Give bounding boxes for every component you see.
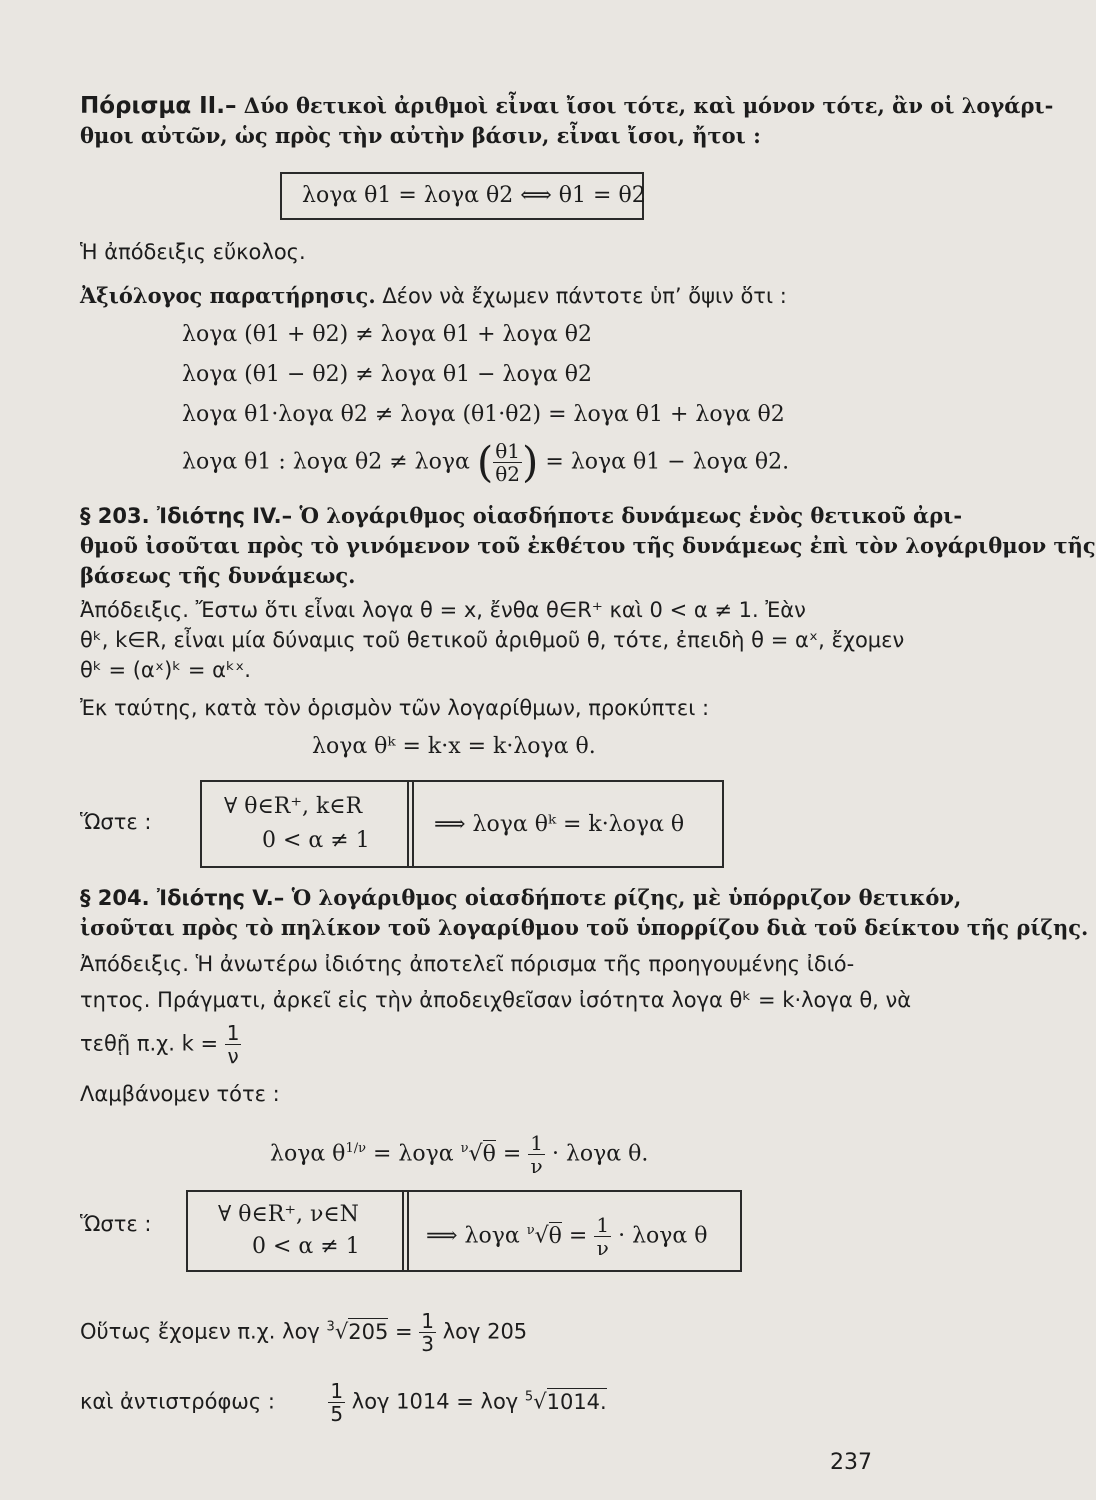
sec204-eq-exponent: 1/ν [345,1141,366,1157]
sec204-eq-tail: · λογα θ. [551,1141,649,1167]
remark-line [80,282,787,310]
sec204-proof-3-text: τεθῇ π.χ. k = [80,1031,219,1056]
fraction-theta [493,440,522,485]
sec203-proof-4: Ἐκ ταύτης, κατὰ τὸν ὁρισμὸν τῶν λογαρίθμων, προκύπτει : [80,696,710,720]
root-sign: √ [533,1389,547,1414]
sec204-box-root-index: ν [526,1223,535,1239]
sec204-hence: Ὥστε : [80,1212,152,1236]
sec203-box-cond-2: 0 < α ≠ 1 [262,828,370,853]
example-equals: = [395,1319,420,1344]
converse-radicand: 1014. [546,1389,607,1414]
sec204-statement-2: ἰσοῦται πρὸς τὸ πηλίκον τοῦ λογαρίθμου τοῦ ὑπορρίζου διὰ τοῦ δείκτου τῆς ρίζης. [80,915,1089,940]
corollary-formula-box [280,172,644,220]
remark-eq-4-left: λογα θ1 : λογα θ2 ≠ λογα [182,449,470,475]
sec204-box-result-a: ⟹ λογα [426,1223,527,1249]
converse-fraction [328,1380,345,1425]
sec204-eq-left: λογα θ [270,1141,346,1167]
corollary-line-2: θμοι αὐτῶν, ὡς πρὸς τὴν αὐτὴν βάσιν, εἶναι ἴσοι, ἤτοι : [80,123,761,148]
sec204-statement-1: Ὁ λογάριθμος οἱασδήποτε ρίζης, μὲ ὑπόρριζον θετικόν, [284,885,962,910]
sec204-example-text: Οὕτως ἔχομεν π.χ. λογ [80,1319,327,1344]
sec204-eq-radicand: θ [482,1141,496,1167]
corollary-line-1 [80,92,1053,120]
sec204-eq-root-index: ν [460,1141,469,1157]
sec203-box-result: ⟹ λογα θᵏ = k·λογα θ [434,812,685,837]
remark-label: Ἀξιόλογος παρατήρησις. [80,283,376,308]
sec203-box [200,780,724,868]
sec204-box-tail: · λογα θ [618,1223,708,1249]
sec204-box-fraction-denominator: ν [596,1236,609,1260]
remark-eq-1: λογα (θ1 + θ2) ≠ λογα θ1 + λογα θ2 [182,322,592,347]
converse-fraction-numerator: 1 [330,1379,344,1403]
root-sign: √ [534,1223,549,1249]
sec204-box-fraction-numerator: 1 [596,1213,610,1237]
remark-eq-4 [182,437,790,487]
sec203-proof-2: θᵏ, k∈R, εἶναι μία δύναμις τοῦ θετικοῦ ἀριθμοῦ θ, τότε, ἐπειδὴ θ = αˣ, ἔχομεν [80,628,905,652]
sec203-statement-3: βάσεως τῆς δυνάμεως. [80,563,356,588]
remark-eq-4-right: = λογα θ1 − λογα θ2. [545,449,790,475]
sec204-equation [270,1132,648,1177]
box-divider-2 [402,1192,409,1270]
converse-mid: λογ 1014 = λογ [351,1389,525,1414]
corollary-label: Πόρισμα II.– [80,93,237,119]
sec204-eq-equals: = [502,1141,529,1167]
sec204-number: § 204. [80,886,150,910]
example-radicand: 205 [348,1319,389,1344]
sec203-statement-2: θμοῦ ἰσοῦται πρὸς τὸ γινόμενον τοῦ ἐκθέτου τῆς δυνάμεως ἐπὶ τὸν λογάριθμον τῆς [80,533,1096,558]
k-fraction-numerator: 1 [226,1021,240,1045]
example-root-index: 3 [326,1319,335,1335]
sec203-box-cond-1: ∀ θ∈R⁺, k∈R [224,794,363,819]
sec204-eq-fraction-denominator: ν [530,1154,543,1178]
corollary-text-1: Δύο θετικοὶ ἀριθμοὶ εἶναι ἴσοι τότε, καὶ μόνον τότε, ἂν οἱ λογάρι- [236,93,1054,118]
fraction-numerator: θ1 [495,439,521,463]
sec204-box-radicand: θ [548,1223,562,1249]
sec204-proof-3 [80,1022,241,1067]
root-sign: √ [334,1319,349,1344]
k-fraction-denominator: ν [227,1044,239,1068]
converse-fraction-denominator: 5 [330,1402,344,1426]
sec204-example [80,1310,527,1355]
sec203-hence: Ὥστε : [80,810,152,834]
sec204-box-fraction [594,1214,611,1259]
sec204-eq-fraction [528,1132,545,1177]
sec204-proof-2: τητος. Πράγματι, ἀρκεῖ εἰς τὴν ἀποδειχθεῖσαν ἰσότητα λογα θᵏ = k·λογα θ, νὰ [80,988,912,1012]
corollary-formula: λογα θ1 = λογα θ2 ⟺ θ1 = θ2 [302,183,646,208]
k-fraction [225,1022,242,1067]
sec203-proof-3: θᵏ = (αˣ)ᵏ = αᵏˣ. [80,658,251,682]
sec203-number: § 203. [80,504,150,528]
sec204-proof-1: Ἀπόδειξις. Ἡ ἀνωτέρω ἰδιότης ἀποτελεῖ πόρισμα τῆς προηγουμένης ἰδιό- [80,952,855,976]
converse-root-index: 5 [524,1389,534,1405]
left-paren: ( [476,437,494,487]
sec204-box [186,1190,742,1272]
sec204-box-cond-1: ∀ θ∈R⁺, ν∈N [218,1202,359,1227]
example-fraction-denominator: 3 [421,1332,435,1356]
fraction-denominator: θ2 [495,462,521,486]
sec203-proof-1: Ἀπόδειξις. Ἔστω ὅτι εἶναι λογα θ = x, ἔνθα θ∈R⁺ καὶ 0 < α ≠ 1. Ἐὰν [80,598,806,622]
sec204-eq-fraction-numerator: 1 [530,1131,543,1155]
page-number: 237 [830,1450,872,1475]
sec204-heading [80,884,961,912]
sec204-box-cond-2: 0 < α ≠ 1 [252,1234,360,1259]
sec203-heading [80,502,962,530]
example-tail: λογ 205 [442,1319,528,1344]
sec203-result: λογα θᵏ = k·x = k·λογα θ. [312,734,596,759]
example-fraction-numerator: 1 [421,1309,435,1333]
remark-text: Δέον νὰ ἔχωμεν πάντοτε ὑπ’ ὄψιν ὅτι : [375,284,787,308]
remark-eq-2: λογα (θ1 − θ2) ≠ λογα θ1 − λογα θ2 [182,362,592,387]
corollary-proof: Ἡ ἀπόδειξις εὔκολος. [80,240,306,264]
sec203-title: Ἰδιότης IV.– [149,504,293,528]
box-divider [407,782,414,866]
sec204-converse [80,1380,607,1425]
sec204-title: Ἰδιότης V.– [149,886,285,910]
remark-eq-3: λογα θ1·λογα θ2 ≠ λογα (θ1·θ2) = λογα θ1 + λογα θ2 [182,402,785,427]
sec204-box-result [426,1214,708,1259]
converse-label: καὶ ἀντιστρόφως : [80,1389,275,1414]
sec204-box-equals: = [568,1223,595,1249]
sec203-statement-1: Ὁ λογάριθμος οἱασδήποτε δυνάμεως ἑνὸς θετικοῦ ἀρι- [292,503,963,528]
example-fraction [419,1310,436,1355]
right-paren: ) [522,437,539,487]
root-sign: √ [468,1141,483,1167]
sec204-proof-4: Λαμβάνομεν τότε : [80,1082,280,1106]
sec204-eq-mid: = λογα [373,1141,461,1167]
